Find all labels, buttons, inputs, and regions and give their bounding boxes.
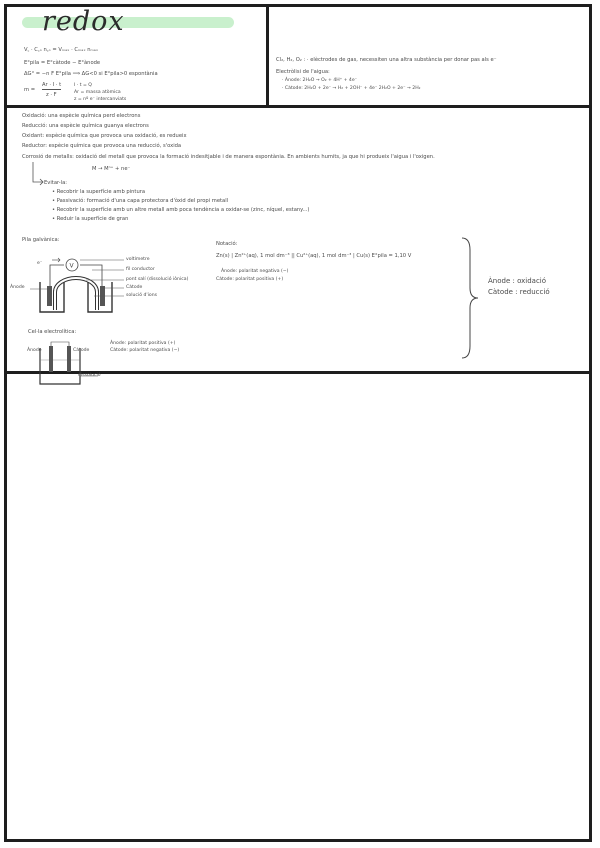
- formula-epila: E°pila = E°càtode − E°ànode: [24, 60, 101, 66]
- electrolytic-cathode-label: Càtode: [73, 348, 90, 353]
- label-cathode: Càtode: [126, 285, 143, 290]
- water-anode-reaction: · Ànode: 2H₂O → O₂ + 4H⁺ + 4e⁻: [282, 78, 358, 83]
- water-cathode-reaction: · Càtode: 2H₂O + 2e⁻ → H₂ + 2OH⁻ + 4e⁻ 2H₂O + 2e⁻ → 2H₂: [282, 86, 421, 91]
- electrolytic-anode-polarity: Ànode: polaritat positiva (+): [110, 341, 176, 346]
- galvanic-leader-lines: [80, 256, 126, 304]
- header-divider: [266, 6, 269, 106]
- def-reductor: Reductor: espècie química que provoca una reducció, s'oxida: [22, 143, 182, 149]
- label-electron: e⁻: [37, 261, 43, 266]
- electrolytic-solution-label: dissolució: [78, 373, 101, 378]
- formula-faraday-den: z · F: [46, 92, 57, 98]
- formula-z: z = nº e⁻ intercanviats: [74, 97, 127, 102]
- label-conductor: fil conductor: [126, 267, 155, 272]
- def-oxidant: Oxidant: espècie química que provoca una oxidació, es redueix: [22, 133, 187, 139]
- svg-text:V: V: [69, 262, 74, 270]
- water-electrolysis-heading: Electròlisi de l'aigua:: [276, 69, 330, 75]
- summary-anode-oxidation: Ànode : oxidació: [488, 277, 547, 285]
- electrolytic-heading: Cel·la electrolítica:: [28, 329, 77, 335]
- corrosion-arrow: [30, 162, 44, 188]
- corrosion-method-3-text: Recobrir la superfície amb un altre metall amb poca tendència a oxidar-se (zinc, níquel, estany...): [56, 207, 310, 213]
- corrosion-equation: M → Mⁿ⁺ + ne⁻: [92, 166, 131, 172]
- label-ion-solution: solució d'ions: [126, 293, 158, 298]
- galvanic-cathode-polarity: Càtode: polaritat positiva (+): [216, 277, 284, 282]
- def-oxidation: Oxidació: una espècie química perd electrons: [22, 113, 141, 119]
- corrosion-method-3: • Recobrir la superfície amb un altre metall amb poca tendència a oxidar-se (zinc, níquel, estany...): [52, 207, 310, 213]
- label-voltmeter: voltímetre: [126, 257, 150, 262]
- section-divider-top: [6, 105, 592, 108]
- def-reduction: Reducció: una espècie química guanya electrons: [22, 123, 149, 129]
- page-frame: [4, 4, 592, 842]
- corrosion-method-1: • Recobrir la superfície amb pintura: [52, 189, 146, 195]
- gas-electrodes-note: Cl₂, H₂, O₂ : · elèctrodes de gas, necessiten una altra substància per donar pas als e⁻: [276, 57, 497, 63]
- formula-titration: V꜀ · C꜀ₒ n꜀ₒ = Vₘₐₓ · Cₘₐₓ nₘₐₓ: [24, 47, 99, 53]
- label-anode: Ànode: [10, 285, 25, 290]
- formula-gibbs: ΔG° = −n F E°pila ⟹ ΔG<0 si E°pila>0 espontània: [24, 71, 158, 77]
- page-title: redox: [42, 6, 125, 37]
- formula-faraday-m: m =: [24, 87, 36, 93]
- electrolytic-cathode-polarity: Càtode: polaritat negativa (−): [110, 348, 180, 353]
- formula-faraday-num: Ar · I · t: [42, 83, 61, 90]
- corrosion-method-4-text: Reduir la superfície de gran: [56, 216, 129, 222]
- notation-heading: Notació:: [216, 241, 238, 247]
- corrosion-definition: Corrosió de metalls: oxidació del metall que provoca la formació indesitjable i de manera espontània. En ambients humits, ja que hi produeix l'aigua i l'oxigen.: [22, 154, 435, 160]
- formula-charge: I · t = Q: [74, 83, 92, 88]
- corrosion-method-2-text: Passivació: formació d'una capa protectora d'òxid del propi metall: [56, 198, 229, 204]
- cell-notation: Zn(s) | Zn²⁺(aq), 1 mol dm⁻³ || Cu²⁺(aq), 1 mol dm⁻³ | Cu(s) E°pila = 1,10 V: [216, 253, 412, 259]
- corrosion-avoid-heading: Evitar-la:: [44, 180, 68, 186]
- anode-leader-line: [30, 287, 50, 291]
- galvanic-anode-polarity: Ànode: polaritat negativa (−): [221, 269, 289, 274]
- galvanic-heading: Pila galvànica:: [22, 237, 60, 243]
- corrosion-method-1-text: Recobrir la superfície amb pintura: [56, 189, 146, 195]
- corrosion-method-4: • Reduir la superfície de gran: [52, 216, 129, 222]
- label-salt-bridge: pont salí (dissolució iònica): [126, 277, 189, 282]
- summary-cathode-reduction: Càtode : reducció: [488, 288, 550, 296]
- electrolytic-anode-label: Ànode: [27, 348, 42, 353]
- corrosion-method-2: • Passivació: formació d'una capa protectora d'òxid del propi metall: [52, 198, 229, 204]
- electrolytic-cell-diagram: [22, 340, 102, 386]
- formula-ar: Ar = massa atòmica: [74, 90, 121, 95]
- curly-brace: [460, 236, 480, 360]
